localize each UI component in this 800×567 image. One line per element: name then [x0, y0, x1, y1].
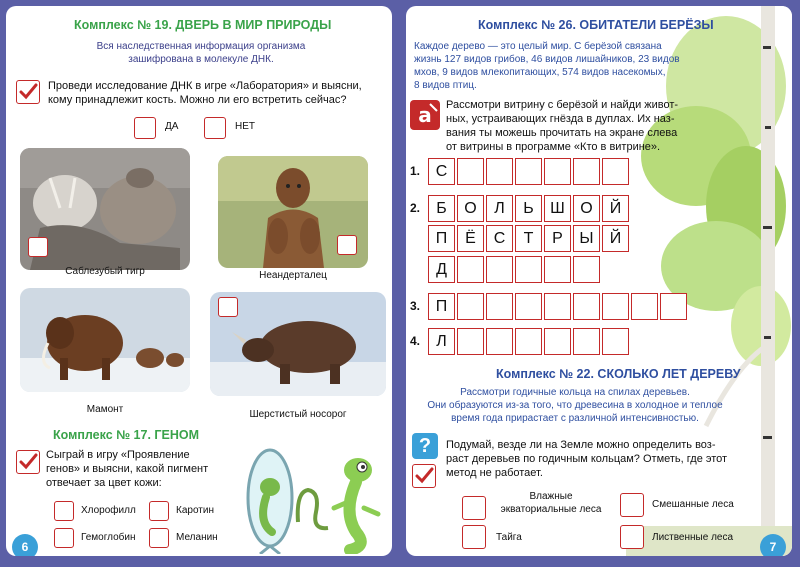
intro-line: время года прирастает с различной интенсивностью.: [451, 413, 699, 424]
forest-label: Тайга: [496, 532, 522, 543]
crossword-cell[interactable]: Л: [486, 195, 513, 222]
crossword-cell[interactable]: Д: [428, 256, 455, 283]
complex-17-task: [46, 448, 246, 490]
task-line: раст деревьев по годичным кольцам? Отметь, где этот: [446, 453, 728, 465]
crossword-cell[interactable]: [486, 158, 513, 185]
crossword-cell[interactable]: Й: [602, 195, 629, 222]
intro-line: Рассмотри годичные кольца на спилах деревьев.: [460, 387, 690, 398]
crossword-cell[interactable]: [457, 328, 484, 355]
subtitle-line: зашифрована в молекуле ДНК.: [128, 54, 274, 65]
crossword-cell[interactable]: Т: [515, 225, 542, 252]
task-line: генов» и выясни, какой пигмент: [46, 463, 209, 475]
complex-19-subtitle: [46, 40, 356, 66]
pigment-label: Каротин: [176, 505, 214, 516]
task-line: метод не работает.: [446, 467, 543, 479]
mammoth-image: [20, 288, 190, 392]
crossword-cell[interactable]: [515, 158, 542, 185]
crossword-cell[interactable]: Ё: [457, 225, 484, 252]
yes-label: ДА: [165, 121, 179, 132]
crossword-cell[interactable]: [515, 328, 542, 355]
complex-22-task: [446, 438, 766, 480]
crossword-cell[interactable]: С: [486, 225, 513, 252]
pigment-checkbox-chlorophyll[interactable]: [54, 501, 74, 521]
forest-checkbox-deciduous[interactable]: [620, 525, 644, 549]
pigment-checkbox-hemoglobin[interactable]: [54, 528, 74, 548]
crossword-cell[interactable]: О: [457, 195, 484, 222]
crossword-cell[interactable]: [631, 293, 658, 320]
forest-label: Лиственные леса: [652, 532, 734, 543]
no-label: НЕТ: [235, 121, 255, 132]
crossword-cell[interactable]: [573, 256, 600, 283]
crossword-cell[interactable]: Ш: [544, 195, 571, 222]
task-line: ных, устраивающих гнёзда в дуплах. Их наз-: [446, 113, 675, 125]
forest-label: Влажные экваториальные леса: [500, 491, 602, 515]
crossword-cell[interactable]: [486, 328, 513, 355]
crossword-cell[interactable]: [515, 293, 542, 320]
subtitle-line: Вся наследственная информация организма: [96, 41, 306, 52]
right-page: [406, 6, 792, 556]
crossword-cell[interactable]: [486, 293, 513, 320]
animal-caption: Шерстистый носорог: [249, 409, 347, 420]
checkmark-icon: [16, 450, 40, 474]
crossword-cell[interactable]: [573, 328, 600, 355]
crossword-cell[interactable]: О: [573, 195, 600, 222]
page-number-badge: 6: [12, 534, 38, 556]
question-icon: ?: [412, 433, 438, 459]
crossword-cell[interactable]: [602, 328, 629, 355]
complex-label: Комплекс № 19.: [74, 18, 172, 32]
task-line: вания ты можешь прочитать на экране слева: [446, 127, 678, 139]
task-line: Проведи исследование ДНК в игре «Лаборатория» и выясни,: [48, 80, 362, 92]
crossword-cell[interactable]: Й: [602, 225, 629, 252]
pigment-label: Хлорофилл: [81, 505, 136, 516]
crossword-cell[interactable]: [544, 328, 571, 355]
crossword-cell[interactable]: [457, 158, 484, 185]
animal-caption: Неандерталец: [259, 270, 327, 281]
crossword-cell[interactable]: Р: [544, 225, 571, 252]
crossword-cell[interactable]: [457, 293, 484, 320]
complex-name: СКОЛЬКО ЛЕТ ДЕРЕВУ: [597, 367, 741, 381]
complex-name: ДВЕРЬ В МИР ПРИРОДЫ: [175, 18, 332, 32]
crossword-cell[interactable]: Ы: [573, 225, 600, 252]
animal-caption: Саблезубый тигр: [65, 266, 145, 277]
crossword-cell[interactable]: [486, 256, 513, 283]
complex-name: ГЕНОМ: [154, 428, 200, 442]
crossword-cell[interactable]: [515, 256, 542, 283]
crossword-row-number: 4.: [410, 334, 421, 348]
checkmark-icon: [412, 464, 436, 488]
crossword-cell[interactable]: П: [428, 225, 455, 252]
pigment-label: Гемоглобин: [81, 532, 136, 543]
no-checkbox[interactable]: [204, 117, 226, 139]
complex-label: Комплекс № 22.: [496, 367, 594, 381]
animal-caption: Мамонт: [86, 404, 124, 415]
crossword-cell[interactable]: [457, 256, 484, 283]
pigment-checkbox-melanin[interactable]: [149, 528, 169, 548]
crossword-cell[interactable]: [660, 293, 687, 320]
crossword-cell[interactable]: [602, 293, 629, 320]
task-line: Рассмотри витрину с берёзой и найди живот-: [446, 99, 679, 111]
crossword-cell[interactable]: [544, 293, 571, 320]
crossword-cell[interactable]: [573, 158, 600, 185]
crossword-cell[interactable]: [544, 158, 571, 185]
task-line: Сыграй в игру «Проявление: [46, 449, 190, 461]
left-page: [6, 6, 392, 556]
complex-22-intro: [410, 386, 740, 425]
complex-19-title: [74, 18, 331, 32]
yes-checkbox[interactable]: [134, 117, 156, 139]
intro-line: мхов, 9 видов млекопитающих, 574 видов насекомых,: [414, 67, 666, 78]
crossword-row-number: 2.: [410, 201, 421, 215]
complex-22-title: [496, 367, 741, 381]
crossword-cell[interactable]: [573, 293, 600, 320]
complex-17-title: [53, 428, 199, 442]
complex-label: Комплекс № 17.: [53, 428, 151, 442]
crossword-cell[interactable]: Л: [428, 328, 455, 355]
forest-checkbox-equatorial[interactable]: [462, 496, 486, 520]
crossword-cell[interactable]: Б: [428, 195, 455, 222]
crossword-cell[interactable]: С: [428, 158, 455, 185]
complex-label: Комплекс № 26.: [478, 18, 576, 32]
crossword-cell[interactable]: [602, 158, 629, 185]
chameleon-mirror-illustration: [238, 442, 388, 554]
checkmark-icon: [16, 80, 40, 104]
forest-checkbox-taiga[interactable]: [462, 525, 486, 549]
intro-line: Каждое дерево — это целый мир. С берёзой связана: [414, 41, 662, 52]
pigment-checkbox-carotene[interactable]: [149, 501, 169, 521]
complex-name: ОБИТАТЕЛИ БЕРЁЗЫ: [579, 18, 714, 32]
complex-19-task: [48, 79, 388, 107]
sabertooth-checkbox[interactable]: [28, 237, 48, 257]
task-line: кому принадлежит кость. Можно ли его встретить сейчас?: [48, 94, 347, 106]
intro-line: 8 видов птиц.: [414, 80, 477, 91]
woolly-rhino-checkbox[interactable]: [218, 297, 238, 317]
svg-text:a: a: [418, 103, 432, 127]
forest-label: Смешанные леса: [652, 499, 734, 510]
intro-line: жизнь 127 видов грибов, 46 видов лишайников, 23 видов: [414, 54, 680, 65]
crossword-cell[interactable]: П: [428, 293, 455, 320]
task-line: отвечает за цвет кожи:: [46, 477, 162, 489]
crossword-cell[interactable]: [544, 256, 571, 283]
forest-checkbox-mixed[interactable]: [620, 493, 644, 517]
task-line: Подумай, везде ли на Земле можно определить воз-: [446, 439, 716, 451]
crossword-cell[interactable]: Ь: [515, 195, 542, 222]
page-number-badge: 7: [760, 534, 786, 556]
crossword-row-number: 1.: [410, 164, 421, 178]
crossword-row-number: 3.: [410, 299, 421, 313]
task-line: от витрины в программе «Кто в витрине».: [446, 141, 661, 153]
intro-line: Они образуются из-за того, что древесина в холодное и теплое: [427, 400, 723, 411]
neanderthal-checkbox[interactable]: [337, 235, 357, 255]
pigment-label: Меланин: [176, 532, 218, 543]
